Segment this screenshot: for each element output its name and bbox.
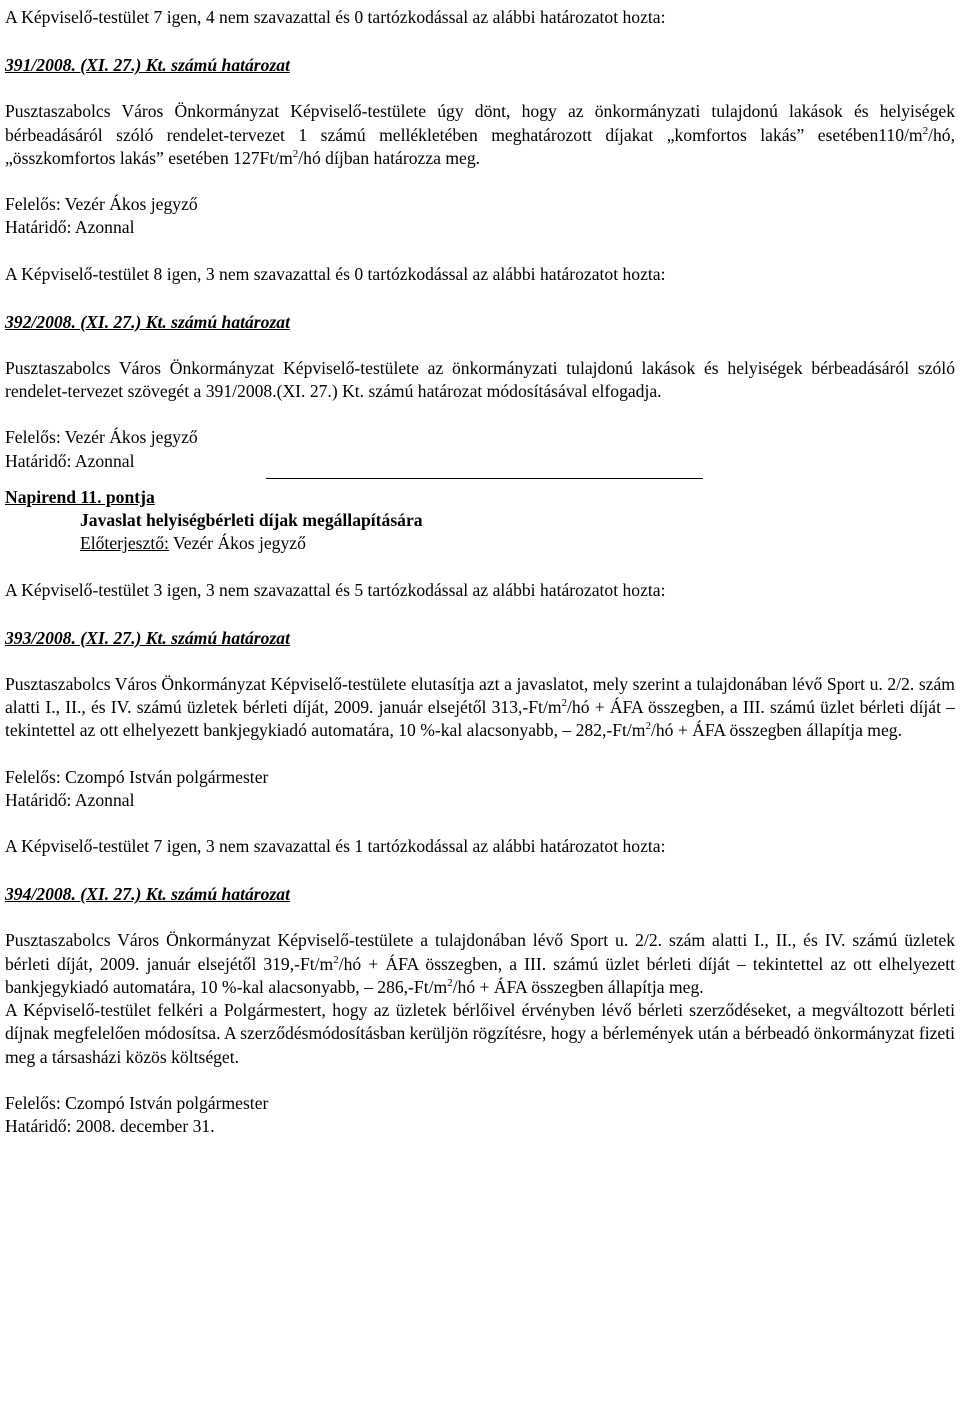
resolution-number: 394/2008. (XI. 27.) Kt. számú határozat [5,884,290,905]
resolution-body: Pusztaszabolcs Város Önkormányzat Képviselő-testülete az önkormányzati tulajdonú lakások és helyiségek bérbeadásáról szóló rendelet-tervezet szövegét a 391/2008.(XI. 27.) Kt. számú határozat módosításával elfogadja. [5,357,955,402]
responsible-person: Felelős: Vezér Ákos jegyző [5,194,198,215]
resolution-body-continued: A Képviselő-testület felkéri a Polgármestert, hogy az üzletek bérlőivel érvényben lévő bérleti szerződéseket, a megváltozott bérleti díjnak megfelelően módosítsa. A szerződésmódosításban kerüljön rögzítésre, hogy a bérlemények után a bérbeadó önkormányzat fizeti meg a társasházi közös költséget. [5,1000,955,1067]
responsible-person: Felelős: Vezér Ákos jegyző [5,427,198,448]
resolution-number: 392/2008. (XI. 27.) Kt. számú határozat [5,311,290,332]
agenda-title: Javaslat helyiségbérleti díjak megállapítására [80,510,423,531]
responsible-person: Felelős: Czompó István polgármester [5,766,269,787]
agenda-label: Napirend 11. pontja [5,486,155,507]
resolution-body: Pusztaszabolcs Város Önkormányzat Képviselő-testülete úgy dönt, hogy az önkormányzati tulajdonú lakások és helyiségek bérbeadásáról szóló rendelet-tervezet 1 számú mellékletében meghatározott díjakat „komfortos lakás” $esetében110/m^2/hó$, „összkomfortos lakás” esetében $127Ft/m^2/hó$ díjban határozza meg. [5,101,955,168]
deadline: Határidő: 2008. december 31. [5,1116,215,1136]
resolution-number: 393/2008. (XI. 27.) Kt. számú határozat [5,627,290,648]
divider-line [266,478,703,479]
agenda-presenter: Előterjesztő: Vezér Ákos jegyző [80,533,306,554]
resolution-number: 391/2008. (XI. 27.) Kt. számú határozat [5,55,290,76]
vote-statement: A Képviselő-testület 7 igen, 3 nem szavazattal és 1 tartózkodással az alábbi határozatot hozta: [5,836,666,857]
deadline: Határidő: Azonnal [5,450,135,471]
vote-statement: A Képviselő-testület 7 igen, 4 nem szavazattal és 0 tartózkodással az alábbi határozatot hozta: [5,7,666,27]
vote-statement: A Képviselő-testület 8 igen, 3 nem szavazattal és 0 tartózkodással az alábbi határozatot hozta: [5,263,666,284]
resolution-body: Pusztaszabolcs Város Önkormányzat Képviselő-testülete elutasítja azt a javaslatot, mely szerint a tulajdonában lévő Sport u. 2/2. szám alatti I., II., és IV. számú üzletek bérleti díját, 2009. január elsejétől $313,-Ft/m^2/hó$ + ÁFA összegben, a III. számú üzlet bérleti díját – tekintettel az ott elhelyezett bankjegykiadó automatára, 10 %-kal alacsonyabb, – $282,-Ft/m^2/hó$ + ÁFA összegben állapítja meg. [5,673,955,741]
deadline: Határidő: Azonnal [5,789,135,810]
responsible-person: Felelős: Czompó István polgármester [5,1092,269,1113]
vote-statement: A Képviselő-testület 3 igen, 3 nem szavazattal és 5 tartózkodással az alábbi határozatot hozta: [5,579,666,600]
resolution-body: Pusztaszabolcs Város Önkormányzat Képviselő-testülete a tulajdonában lévő Sport u. 2/2. szám alatti I., II., és IV. számú üzletek bérleti díját, 2009. január elsejétől $319,-Ft/m^2/hó$ + ÁFA összegben, a III. számú üzlet bérleti díját – tekintettel az ott elhelyezett bankjegykiadó automatára, 10 %-kal alacsonyabb, – $286,-Ft/m^2/hó$ + ÁFA összegben állapítja meg. [5,930,955,997]
deadline: Határidő: Azonnal [5,217,135,238]
document-page [5,6,955,1138]
